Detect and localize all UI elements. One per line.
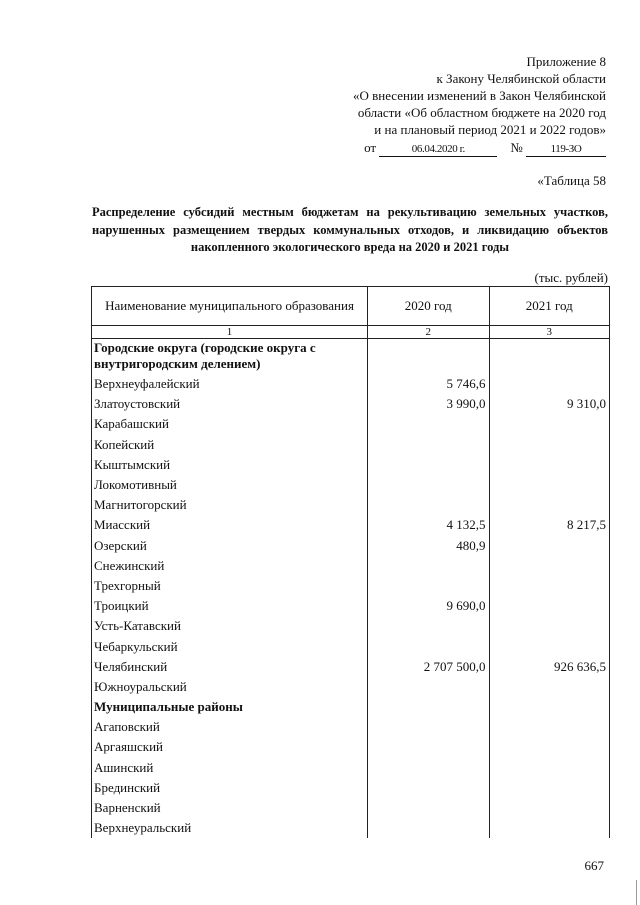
appendix-line: и на плановый период 2021 и 2022 годов» [374,122,606,137]
value-2020 [368,717,489,737]
municipality-name: Локомотивный [92,475,368,495]
municipality-name: Усть-Катавский [92,616,368,636]
municipality-name: Миасский [92,515,368,535]
appendix-line: «О внесении изменений в Закон Челябинской [352,88,606,103]
law-number: 119-ЗО [526,142,606,157]
municipality-name: Верхнеуральский [92,818,368,838]
value-2021 [489,717,610,737]
municipality-name: Верхнеуфалейский [92,374,368,394]
table-row [92,798,610,818]
value-2020 [368,455,489,475]
units-label: (тыс. рублей) [534,270,608,285]
value-2020 [368,556,489,576]
page-number: 667 [584,858,604,873]
number-label: № [510,140,523,155]
municipality-name: Аргаяшский [92,737,368,757]
value-2021 [489,374,610,394]
municipality-name: Магнитогорский [92,495,368,515]
value-2020 [368,414,489,434]
table-row [92,414,610,434]
value-2020: 5 746,6 [368,374,489,394]
municipality-name: Брединский [92,778,368,798]
value-2021 [489,798,610,818]
value-2021 [489,818,610,838]
table-row [92,495,610,515]
value-2020 [368,576,489,596]
value-2021 [489,596,610,616]
value-2020 [368,778,489,798]
table-row [92,455,610,475]
table-row [92,556,610,576]
appendix-line: области «Об областном бюджете на 2020 год [357,105,606,120]
value-2020 [368,636,489,656]
municipality-name: Варненский [92,798,368,818]
value-2021 [489,636,610,656]
column-number: 2 [368,326,489,339]
value-2021 [489,536,610,556]
table-row [92,717,610,737]
from-label: от [364,140,377,155]
table-row [92,596,610,616]
value-2020 [368,737,489,757]
table-row [92,677,610,697]
value-2020 [368,677,489,697]
value-2020: 9 690,0 [368,596,489,616]
municipality-name: Южноуральский [92,677,368,697]
table-group-row [92,339,610,375]
value-2021: 9 310,0 [489,394,610,414]
table-row [92,435,610,455]
value-2020: 3 990,0 [368,394,489,414]
value-2020: 4 132,5 [368,515,489,535]
subsidy-table [91,286,610,838]
table-row [92,515,610,535]
document-title: Распределение субсидий местным бюджетам на рекультивацию земельных участков, нарушенных размещением твердых коммунальных отходов, и ликвидацию объектов накопленного экологического вреда на 2020 и 2021 годы [92,205,608,254]
municipality-name: Кыштымский [92,455,368,475]
table-row [92,737,610,757]
municipality-name: Снежинский [92,556,368,576]
municipality-name: Ашинский [92,758,368,778]
value-2021 [489,737,610,757]
value-2021 [489,435,610,455]
signature-line [353,139,606,157]
table-row [92,576,610,596]
table-row [92,616,610,636]
table-label: «Таблица 58 [537,173,606,188]
municipality-name: Трехгорный [92,576,368,596]
value-2021 [489,616,610,636]
value-2021 [489,778,610,798]
value-2021 [489,556,610,576]
table-row [92,657,610,677]
table-row [92,758,610,778]
value-2021 [489,495,610,515]
header-name: Наименование муниципального образования [92,287,368,326]
value-2021 [489,677,610,697]
value-2021 [489,758,610,778]
table-row [92,475,610,495]
value-2021 [489,697,610,717]
appendix-header [353,53,606,157]
municipality-name: Муниципальные районы [92,697,368,717]
law-date: 06.04.2020 г. [379,142,497,157]
table-row [92,818,610,838]
municipality-name: Городские округа (городские округа с внутригородским делением) [92,339,368,375]
value-2020 [368,758,489,778]
municipality-name: Челябинский [92,657,368,677]
municipality-name: Копейский [92,435,368,455]
value-2020 [368,495,489,515]
table-row [92,778,610,798]
scan-edge-mark [636,880,637,905]
table-row [92,636,610,656]
table-row [92,374,610,394]
appendix-line: Приложение 8 [526,54,606,69]
value-2020 [368,818,489,838]
value-2020 [368,798,489,818]
value-2021 [489,414,610,434]
appendix-line: к Закону Челябинской области [436,71,606,86]
municipality-name: Чебаркульский [92,636,368,656]
value-2021 [489,576,610,596]
value-2021 [489,339,610,375]
municipality-name: Златоустовский [92,394,368,414]
value-2021 [489,475,610,495]
value-2020 [368,616,489,636]
value-2020: 2 707 500,0 [368,657,489,677]
table-body [92,339,610,839]
table-row [92,536,610,556]
municipality-name: Агаповский [92,717,368,737]
municipality-name: Троицкий [92,596,368,616]
table-group-row [92,697,610,717]
table-row [92,394,610,414]
value-2021: 8 217,5 [489,515,610,535]
value-2020: 480,9 [368,536,489,556]
header-2021: 2021 год [489,287,610,326]
column-number: 1 [92,326,368,339]
value-2020 [368,435,489,455]
value-2021 [489,455,610,475]
value-2020 [368,475,489,495]
column-number: 3 [489,326,610,339]
municipality-name: Карабашский [92,414,368,434]
municipality-name: Озерский [92,536,368,556]
value-2020 [368,697,489,717]
value-2020 [368,339,489,375]
header-2020: 2020 год [368,287,489,326]
value-2021: 926 636,5 [489,657,610,677]
